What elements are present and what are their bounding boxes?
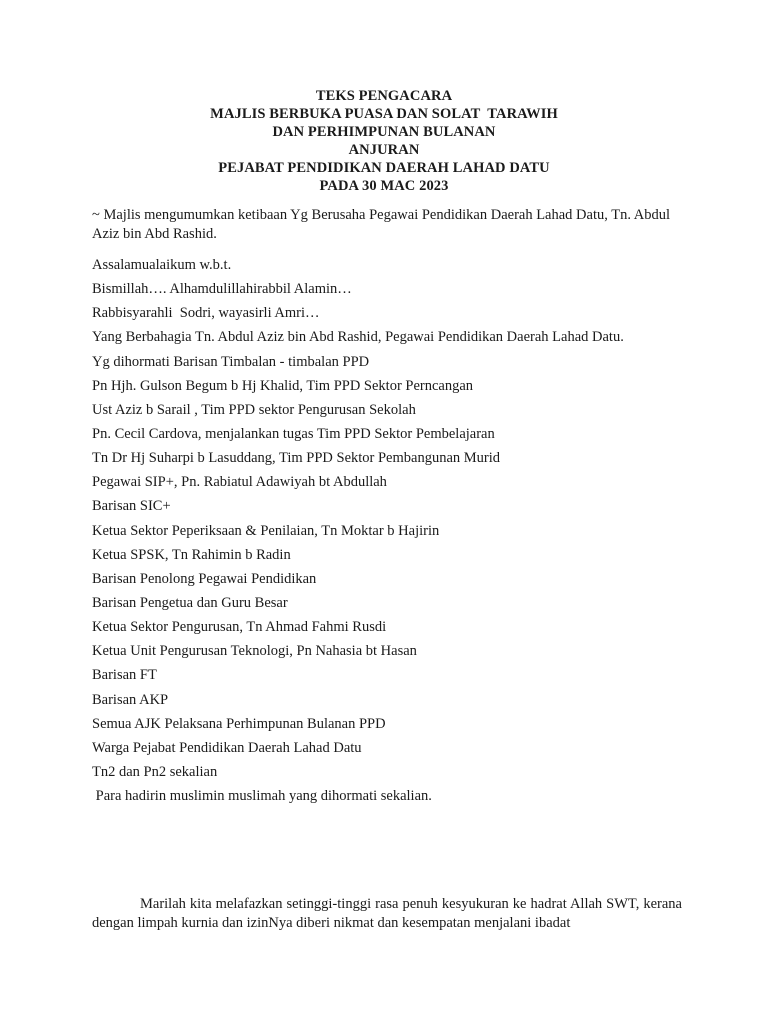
greeting-line: Barisan FT	[92, 667, 157, 684]
greeting-line: Tn2 dan Pn2 sekalian	[92, 763, 218, 780]
title-line-1: TEKS PENGACARA	[315, 88, 453, 104]
title-line-5: PEJABAT PENDIDIKAN DAERAH LAHAD DATU	[218, 160, 550, 176]
document-title	[0, 87, 768, 195]
greeting-line: Para hadirin muslimin muslimah yang dihormati sekalian.	[92, 788, 432, 805]
greeting-line: Warga Pejabat Pendidikan Daerah Lahad Datu	[92, 739, 362, 756]
greeting-line: Ketua Sektor Peperiksaan & Penilaian, Tn Moktar b Hajirin	[92, 522, 440, 539]
greeting-line: Ketua Sektor Pengurusan, Tn Ahmad Fahmi Rusdi	[92, 619, 387, 636]
greeting-line: Barisan Pengetua dan Guru Besar	[92, 594, 288, 611]
greeting-line: Ketua Unit Pengurusan Teknologi, Pn Nahasia bt Hasan	[92, 643, 417, 660]
greeting-line: Tn Dr Hj Suharpi b Lasuddang, Tim PPD Sektor Pembangunan Murid	[92, 450, 501, 467]
greetings-list	[92, 256, 692, 811]
greeting-line: Rabbisyarahli Sodri, wayasirli Amri…	[92, 305, 320, 322]
greeting-line: Ust Aziz b Sarail , Tim PPD sektor Pengurusan Sekolah	[92, 401, 416, 418]
title-line-4: ANJURAN	[348, 142, 420, 158]
closing-paragraph: Marilah kita melafazkan setinggi-tinggi rasa penuh kesyukuran ke hadrat Allah SWT, kerana dengan limpah kurnia dan izinNya diberi nikmat dan kesempatan menjalani ibadat	[92, 895, 682, 931]
greeting-line: Yg dihormati Barisan Timbalan - timbalan PPD	[92, 353, 370, 370]
greeting-line: Pegawai SIP+, Pn. Rabiatul Adawiyah bt Abdullah	[92, 474, 387, 491]
greeting-line: Barisan SIC+	[92, 498, 171, 515]
greeting-line: Bismillah…. Alhamdulillahirabbil Alamin…	[92, 281, 352, 298]
greeting-line: Assalamualaikum w.b.t.	[92, 257, 232, 273]
title-line-2: MAJLIS BERBUKA PUASA DAN SOLAT TARAWIH	[210, 106, 558, 122]
title-line-3: DAN PERHIMPUNAN BULANAN	[272, 124, 496, 140]
greeting-line: Pn. Cecil Cardova, menjalankan tugas Tim PPD Sektor Pembelajaran	[92, 425, 495, 442]
announcement-text: ~ Majlis mengumumkan ketibaan Yg Berusaha Pegawai Pendidikan Daerah Lahad Datu, Tn. Abdul Aziz bin Abd Rashid.	[92, 207, 671, 242]
greeting-line: Pn Hjh. Gulson Begum b Hj Khalid, Tim PPD Sektor Perncangan	[92, 377, 474, 394]
title-line-6: PADA 30 MAC 2023	[319, 178, 449, 194]
greeting-line: Yang Berbahagia Tn. Abdul Aziz bin Abd Rashid, Pegawai Pendidikan Daerah Lahad Datu.	[92, 329, 624, 346]
greeting-line: Barisan AKP	[92, 691, 169, 708]
greeting-line: Ketua SPSK, Tn Rahimin b Radin	[92, 546, 291, 563]
greeting-line: Semua AJK Pelaksana Perhimpunan Bulanan PPD	[92, 715, 386, 732]
greeting-line: Barisan Penolong Pegawai Pendidikan	[92, 570, 317, 587]
